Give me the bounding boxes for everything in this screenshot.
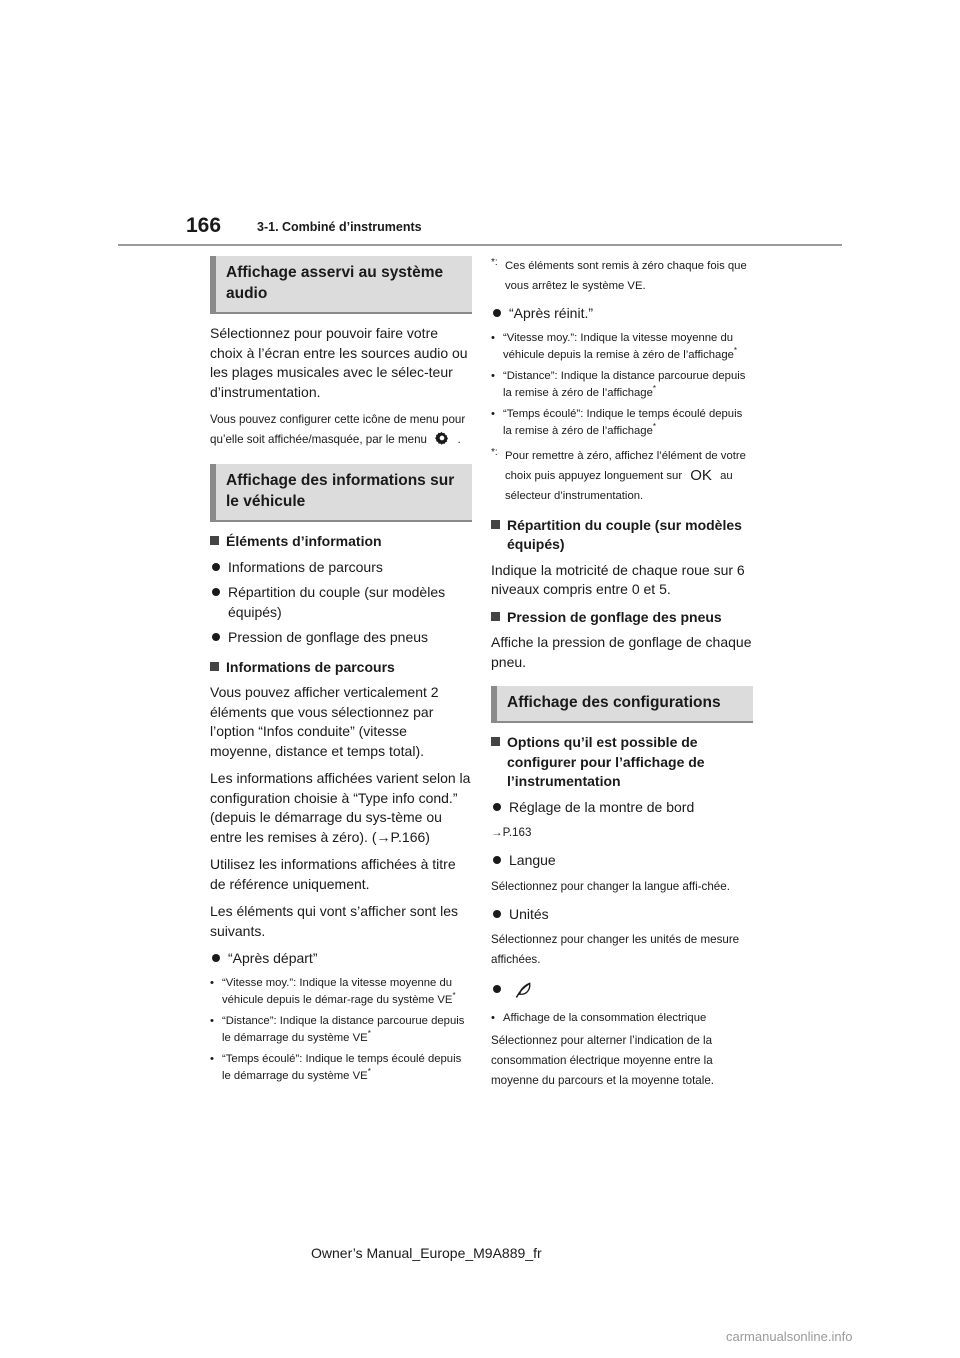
small-bullet-mark: •	[491, 407, 495, 420]
footnote-text: Ces éléments sont remis à zéro chaque fois que vous arrêtez le système VE.	[505, 260, 747, 292]
small-bullet-mark: •	[210, 1052, 214, 1065]
list-item	[491, 980, 753, 1002]
bullet-icon	[212, 563, 220, 571]
vehicle-section-heading: Affichage des informations sur le véhicule	[210, 464, 472, 522]
footnote-star: *	[452, 990, 456, 1000]
language-label: Langue	[509, 852, 556, 868]
small-bullet-mark: •	[491, 1011, 495, 1024]
list-item-text: “Temps écoulé”: Indique le temps écoulé depuis le démarrage du système VE	[222, 1052, 462, 1082]
list-item	[491, 406, 753, 440]
footnote-2	[491, 446, 753, 506]
list-item-text: “Vitesse moy.”: Indique la vitesse moyenne du véhicule depuis la remise à zéro de l’affichage	[503, 331, 734, 361]
bullet-icon	[493, 985, 501, 993]
audio-note-end: .	[457, 433, 461, 446]
list-item	[491, 368, 753, 402]
list-item-text: Affichage de la consommation électrique	[503, 1011, 707, 1024]
header-divider	[118, 244, 842, 246]
right-column	[491, 256, 753, 1099]
trip-info-heading	[210, 658, 472, 678]
page-number: 166	[186, 214, 222, 237]
list-item	[491, 1010, 753, 1027]
footnote-text: Pour remettre à zéro, affichez l’élément de votre choix puis appuyez longuement sur	[505, 449, 746, 482]
bullet-icon	[493, 856, 501, 864]
units-label: Unités	[509, 905, 549, 922]
settings-section-heading: Affichage des configurations	[491, 686, 753, 723]
section-title: 3-1. Combiné d’instruments	[257, 220, 422, 234]
list-item	[210, 558, 472, 578]
tire-title: Pression de gonflage des pneus	[507, 608, 722, 625]
bullet-icon	[212, 588, 220, 596]
footnote-mark: *:	[491, 257, 498, 268]
watermark: carmanualsonline.info	[726, 1329, 853, 1344]
bullet-icon	[493, 309, 501, 317]
footnote-1	[491, 256, 753, 296]
footnote-mark: *:	[491, 446, 498, 458]
options-title: Options qu’il est possible de configurer pour l’affichage de l’instrumentation	[507, 734, 705, 789]
list-item-text: “Vitesse moy.”: Indique la vitesse moyenne du véhicule depuis le démar-rage du système VE	[222, 976, 453, 1006]
left-column	[210, 256, 472, 1089]
tire-heading	[491, 608, 753, 628]
list-item	[491, 851, 753, 871]
after-reset-title: “Après réinit.”	[509, 305, 594, 321]
list-item	[491, 905, 753, 925]
torque-title: Répartition du couple (sur modèles équipés)	[507, 516, 742, 552]
square-bullet-icon	[491, 612, 500, 621]
audio-note-text: Vous pouvez configurer cette icône de menu pour qu’elle soit affichée/masquée, par le menu	[210, 413, 466, 446]
bullet-icon	[493, 803, 501, 811]
small-bullet-mark: •	[491, 369, 495, 382]
language-description: Sélectionnez pour changer la langue affi-chée.	[491, 879, 730, 893]
small-bullet-mark: •	[491, 331, 495, 344]
trip-paragraph-4: Les éléments qui vont s’afficher sont les suivants.	[210, 903, 458, 939]
list-item-text: Informations de parcours	[228, 558, 383, 575]
audio-section-heading: Affichage asservi au système audio	[210, 256, 472, 314]
info-items-heading	[210, 532, 472, 552]
audio-description: Sélectionnez pour pouvoir faire votre choix à l’écran entre les sources audio ou les plages musicales avec le sélec-teur d’instrumentation.	[210, 325, 468, 400]
list-item-text: “Temps écoulé”: Indique le temps écoulé depuis la remise à zéro de l’affichage	[503, 407, 743, 437]
list-item	[210, 628, 472, 648]
trip-paragraph-3: Utilisez les informations affichées à titre de référence uniquement.	[210, 856, 456, 892]
torque-description: Indique la motricité de chaque roue sur 6 niveaux compris entre 0 et 5.	[491, 561, 745, 597]
list-item-text: Pression de gonflage des pneus	[228, 629, 429, 645]
list-item	[210, 1013, 472, 1047]
clock-page-reference: →P.163	[491, 826, 532, 839]
footnote-star: *	[367, 1066, 371, 1076]
ok-button-icon: OK	[690, 466, 712, 484]
list-item-text: Répartition du couple (sur modèles équipés)	[228, 584, 446, 620]
after-start-heading	[210, 949, 472, 969]
list-item-text: “Distance”: Indique la distance parcourue depuis la remise à zéro de l’affichage	[503, 369, 746, 399]
clock-setting-label: Réglage de la montre de bord	[509, 798, 695, 815]
square-bullet-icon	[210, 536, 219, 545]
units-description: Sélectionnez pour changer les unités de mesure affichées.	[491, 933, 740, 966]
footnote-star: *	[652, 421, 656, 431]
list-item	[210, 975, 472, 1009]
list-item	[491, 798, 753, 818]
square-bullet-icon	[491, 737, 500, 746]
footnote-star: *	[733, 345, 738, 355]
square-bullet-icon	[210, 662, 219, 671]
list-item	[210, 1051, 472, 1085]
square-bullet-icon	[491, 520, 500, 529]
options-heading	[491, 733, 753, 792]
footnote-text-end: au sélecteur d’instrumentation.	[505, 469, 733, 502]
bullet-icon	[212, 633, 220, 641]
trip-paragraph-1: Vous pouvez afficher verticalement 2 éléments que vous sélectionnez par l’option “Infos conduite” (vitesse moyenne, distance et temps total).	[210, 684, 439, 759]
trip-info-title: Informations de parcours	[226, 658, 395, 675]
manual-footer: Owner’s Manual_Europe_M9A889_fr	[311, 1245, 542, 1261]
list-item	[210, 583, 472, 622]
list-item	[491, 330, 753, 364]
info-items-title: Éléments d’information	[226, 533, 382, 549]
trip-paragraph-2: Les informations affichées varient selon la configuration choisie à “Type info cond.” (depuis le démarrage du sys-tème ou entre les remises à zéro). (→P.166)	[210, 770, 471, 845]
leaf-icon	[513, 980, 533, 1000]
audio-note	[210, 410, 472, 450]
small-bullet-mark: •	[210, 1014, 214, 1027]
torque-heading	[491, 516, 753, 555]
list-item-text: “Distance”: Indique la distance parcourue depuis le démarrage du système VE	[222, 1014, 465, 1044]
small-bullet-mark: •	[210, 976, 214, 989]
tire-description: Affiche la pression de gonflage de chaque pneu.	[491, 634, 752, 670]
eco-description: Sélectionnez pour alterner l’indication de la consommation électrique moyenne entre la moyenne du parcours et la moyenne totale.	[491, 1033, 714, 1087]
footnote-star: *	[652, 383, 656, 393]
after-reset-heading	[491, 304, 753, 324]
bullet-icon	[212, 954, 220, 962]
footnote-star: *	[367, 1028, 371, 1038]
gear-icon	[434, 430, 450, 446]
bullet-icon	[493, 910, 501, 918]
after-start-title: “Après départ”	[228, 950, 318, 966]
